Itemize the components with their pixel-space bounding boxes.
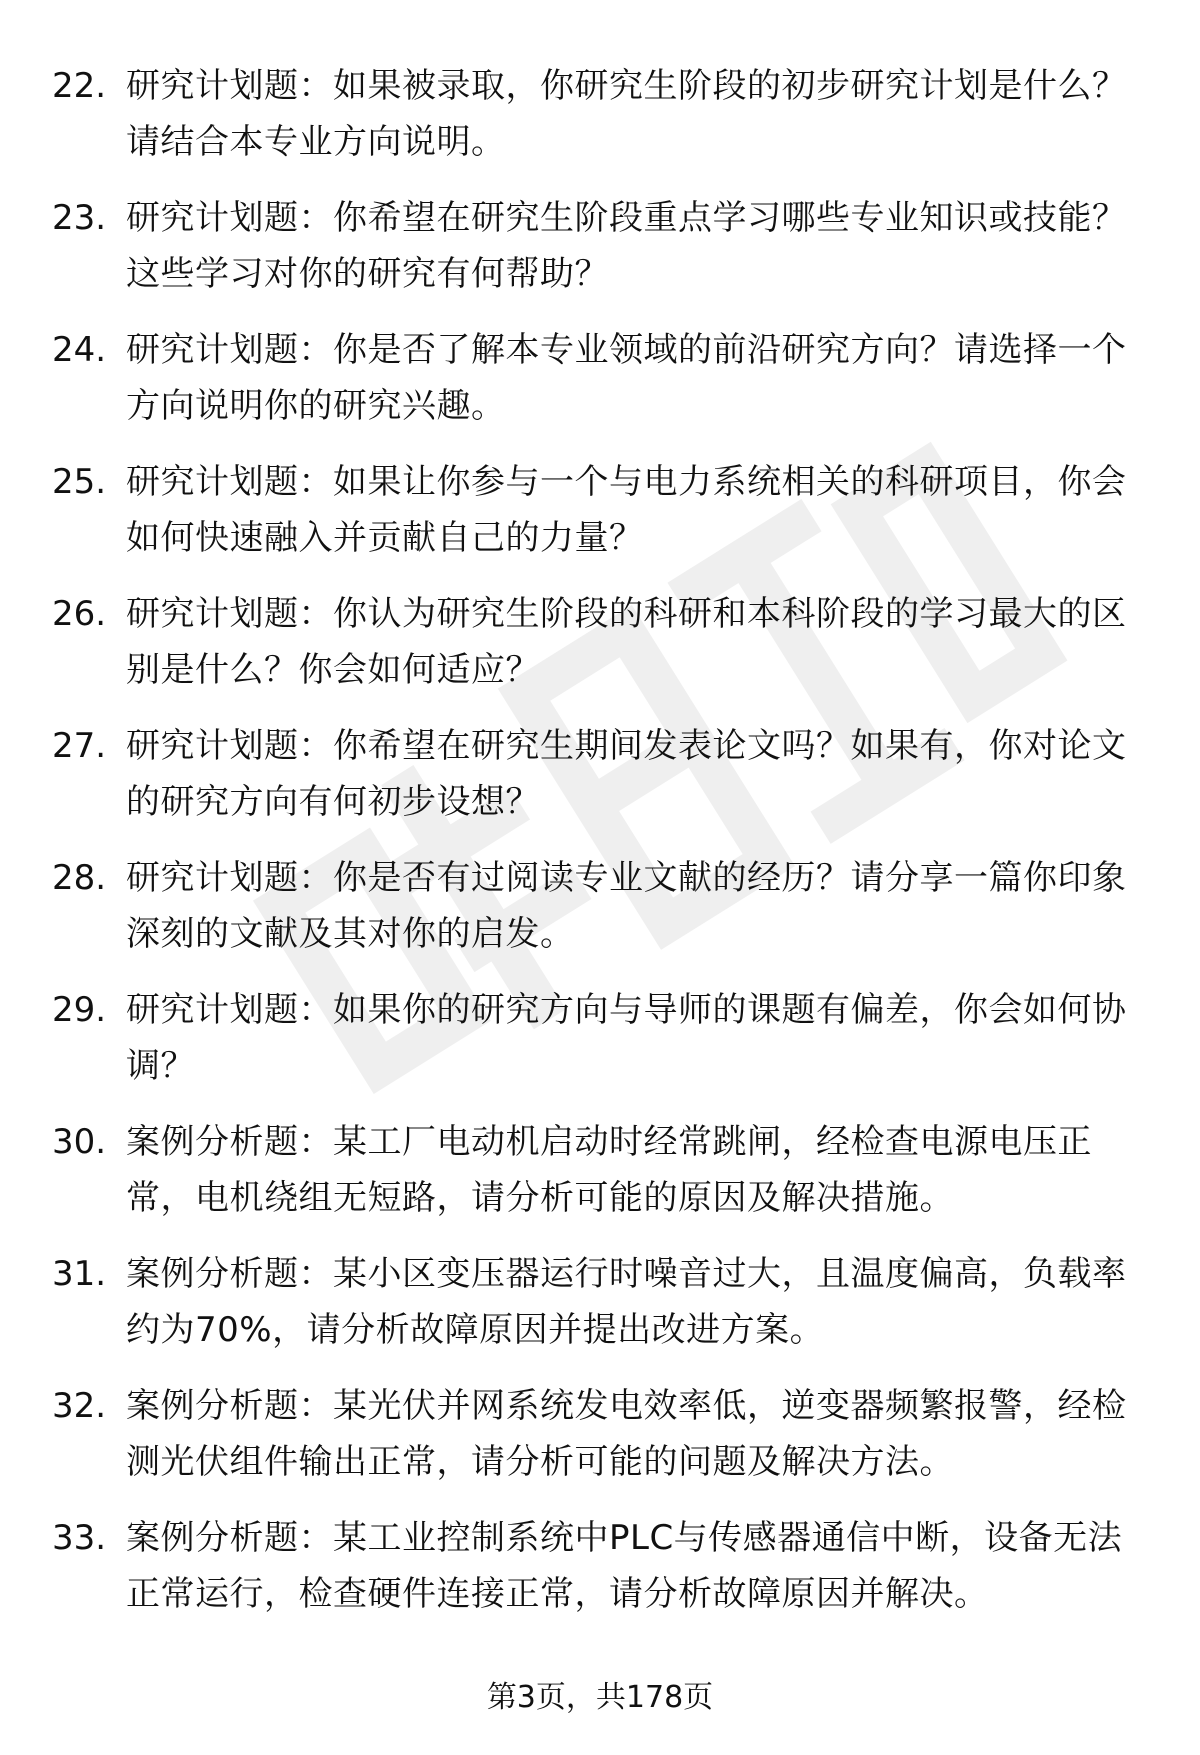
question-item	[0, 1378, 1200, 1510]
question-number: 23.	[52, 198, 107, 238]
question-item	[0, 586, 1200, 718]
question-number: 29.	[52, 990, 107, 1030]
question-text: 研究计划题：如果让你参与一个与电力系统相关的科研项目，你会如何快速融入并贡献自己的力量？	[126, 462, 1127, 558]
question-item	[0, 1510, 1200, 1642]
question-item	[0, 1246, 1200, 1378]
question-text: 研究计划题：你认为研究生阶段的科研和本科阶段的学习最大的区别是什么？你会如何适应？	[126, 594, 1127, 690]
question-text: 研究计划题：你是否有过阅读专业文献的经历？请分享一篇你印象深刻的文献及其对你的启发。	[126, 858, 1127, 954]
question-number: 28.	[52, 858, 107, 898]
question-item	[0, 1114, 1200, 1246]
question-item	[0, 718, 1200, 850]
question-text: 研究计划题：如果被录取，你研究生阶段的初步研究计划是什么？请结合本专业方向说明。	[126, 66, 1127, 162]
question-item	[0, 850, 1200, 982]
question-text: 研究计划题：你希望在研究生阶段重点学习哪些专业知识或技能？这些学习对你的研究有何帮助？	[126, 198, 1127, 294]
page-footer: 第3页，共178页	[486, 1680, 714, 1715]
question-list	[0, 58, 1200, 1642]
question-item	[0, 190, 1200, 322]
question-text: 案例分析题：某光伏并网系统发电效率低，逆变器频繁报警，经检测光伏组件输出正常，请分析可能的问题及解决方法。	[126, 1386, 1127, 1482]
question-text: 研究计划题：你是否了解本专业领域的前沿研究方向？请选择一个方向说明你的研究兴趣。	[126, 330, 1127, 426]
question-text: 案例分析题：某工业控制系统中PLC与传感器通信中断，设备无法正常运行，检查硬件连接正常，请分析故障原因并解决。	[126, 1518, 1123, 1614]
question-number: 27.	[52, 726, 107, 766]
question-number: 33.	[52, 1518, 107, 1558]
question-item	[0, 454, 1200, 586]
question-item	[0, 322, 1200, 454]
question-text: 案例分析题：某小区变压器运行时噪音过大，且温度偏高，负载率约为70%，请分析故障原因并提出改进方案。	[126, 1254, 1127, 1350]
question-number: 32.	[52, 1386, 107, 1426]
question-number: 24.	[52, 330, 107, 370]
question-text: 研究计划题：你希望在研究生期间发表论文吗？如果有，你对论文的研究方向有何初步设想？	[126, 726, 1127, 822]
question-number: 31.	[52, 1254, 107, 1294]
question-item	[0, 58, 1200, 190]
question-text: 研究计划题：如果你的研究方向与导师的课题有偏差，你会如何协调？	[126, 990, 1127, 1086]
question-number: 30.	[52, 1122, 107, 1162]
question-text: 案例分析题：某工厂电动机启动时经常跳闸，经检查电源电压正常，电机绕组无短路，请分析可能的原因及解决措施。	[126, 1122, 1092, 1218]
question-number: 22.	[52, 66, 107, 106]
question-number: 26.	[52, 594, 107, 634]
question-item	[0, 982, 1200, 1114]
question-number: 25.	[52, 462, 107, 502]
